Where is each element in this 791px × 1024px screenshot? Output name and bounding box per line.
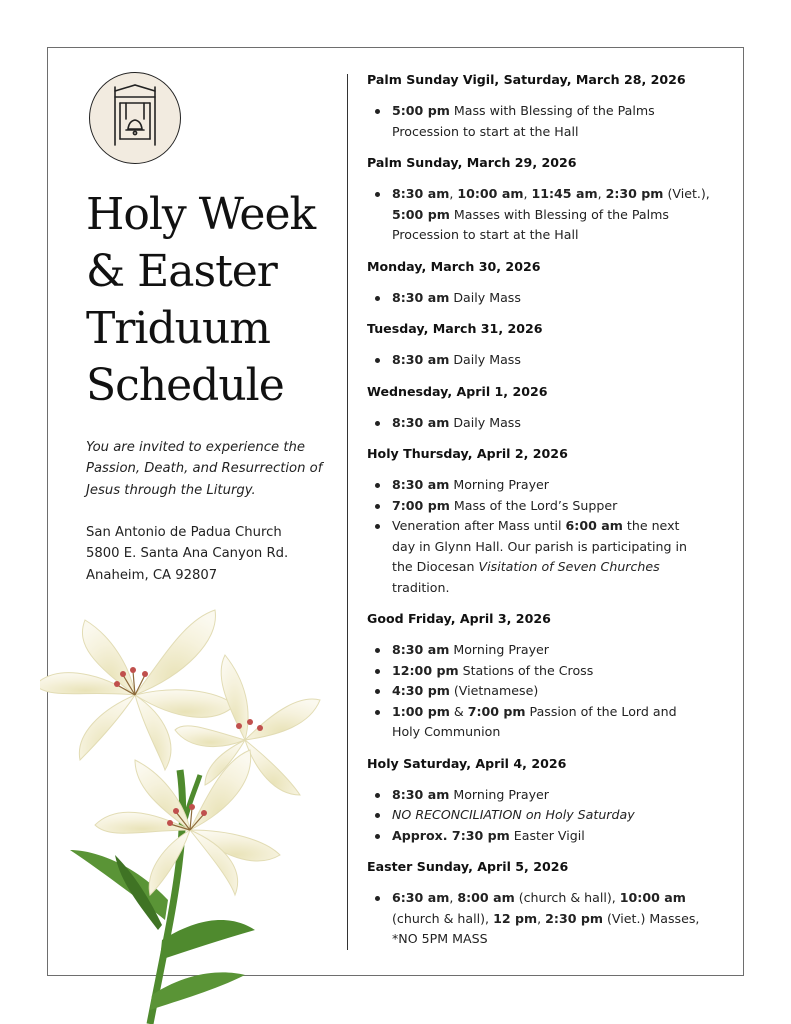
event-list bbox=[367, 184, 727, 246]
event-text: *NO 5PM MASS bbox=[392, 931, 488, 946]
event-item bbox=[367, 640, 727, 661]
day-heading: Tuesday, March 31, 2026 bbox=[367, 321, 543, 336]
event-time: 2:30 pm bbox=[605, 186, 664, 201]
schedule-day bbox=[367, 70, 727, 142]
event-text: Morning Prayer bbox=[449, 477, 549, 492]
event-list bbox=[367, 413, 727, 434]
event-list bbox=[367, 888, 727, 950]
event-list bbox=[367, 475, 727, 598]
event-item bbox=[367, 184, 727, 246]
schedule-day bbox=[367, 257, 727, 309]
event-text: Daily Mass bbox=[449, 414, 521, 430]
church-bell-tower-icon bbox=[89, 72, 181, 164]
event-time: 7:00 pm bbox=[467, 703, 526, 719]
schedule-day bbox=[367, 444, 727, 598]
event-time: 7:00 pm bbox=[392, 497, 450, 513]
event-text: Mass of the Lord’s Supper bbox=[449, 497, 618, 513]
event-time: 8:30 am bbox=[392, 289, 450, 305]
event-item bbox=[367, 516, 727, 598]
day-heading: Wednesday, April 1, 2026 bbox=[367, 383, 548, 399]
church-name: San Antonio de Padua Church bbox=[86, 525, 282, 540]
event-list bbox=[367, 288, 727, 309]
event-item bbox=[367, 702, 727, 743]
event-text: tradition. bbox=[392, 579, 450, 595]
event-time: 8:30 am bbox=[392, 352, 450, 367]
event-text: day in Glynn Hall. Our parish is participating in bbox=[392, 538, 687, 554]
day-heading: Holy Saturday, April 4, 2026 bbox=[367, 755, 567, 771]
event-text: Holy Communion bbox=[392, 724, 501, 739]
event-time: 12 pm bbox=[493, 910, 538, 926]
event-emphasis: Visitation of Seven Churches bbox=[478, 559, 660, 574]
event-text: Passion of the Lord and bbox=[525, 703, 677, 719]
event-item bbox=[367, 350, 727, 371]
invitation-text: You are invited to experience the Passion, Death, and Resurrection of Jesus through the Liturgy. bbox=[86, 440, 323, 498]
street-address: 5800 E. Santa Ana Canyon Rd. bbox=[86, 546, 289, 562]
event-text: the Diocesan bbox=[392, 559, 479, 574]
event-time: 5:00 pm bbox=[392, 206, 450, 222]
event-text: , bbox=[449, 186, 458, 201]
event-time: Approx. 7:30 pm bbox=[392, 827, 510, 843]
schedule-day bbox=[367, 754, 727, 847]
event-list bbox=[367, 785, 727, 847]
event-text: , bbox=[537, 910, 546, 926]
event-text: (Viet.) Masses, bbox=[603, 910, 700, 926]
event-text: Mass with Blessing of the Palms bbox=[449, 103, 655, 118]
schedule-list bbox=[367, 70, 727, 950]
schedule-day bbox=[367, 153, 727, 246]
day-heading: Holy Thursday, April 2, 2026 bbox=[367, 446, 568, 461]
title-line: Schedule bbox=[86, 360, 284, 411]
event-item bbox=[367, 826, 727, 847]
event-text: Easter Vigil bbox=[509, 827, 585, 843]
event-text: (Viet.), bbox=[663, 186, 710, 201]
day-heading: Monday, March 30, 2026 bbox=[367, 258, 541, 274]
event-time: 8:30 am bbox=[392, 414, 450, 430]
event-item bbox=[367, 101, 727, 142]
event-time: 6:00 am bbox=[565, 518, 623, 533]
city-state-zip: Anaheim, CA 92807 bbox=[86, 567, 218, 583]
event-time: 4:30 pm bbox=[392, 683, 450, 698]
event-text: Morning Prayer bbox=[449, 786, 549, 802]
event-list bbox=[367, 350, 727, 371]
event-time: 8:30 am bbox=[392, 642, 450, 657]
event-time: 10:00 am bbox=[457, 186, 524, 201]
event-text: the next bbox=[622, 518, 680, 533]
page-title bbox=[86, 186, 346, 414]
event-item bbox=[367, 805, 727, 826]
event-text: Procession to start at the Hall bbox=[392, 227, 579, 242]
event-text: (church & hall), bbox=[392, 910, 494, 926]
event-item bbox=[367, 413, 727, 434]
schedule-day bbox=[367, 319, 727, 371]
event-text: , bbox=[449, 890, 458, 905]
event-time: 11:45 am bbox=[531, 186, 598, 201]
event-item bbox=[367, 496, 727, 517]
title-line: Holy Week bbox=[86, 189, 316, 240]
event-emphasis: NO RECONCILIATION on Holy Saturday bbox=[392, 807, 635, 822]
title-line: & Easter bbox=[86, 246, 277, 297]
event-text: , bbox=[597, 186, 606, 201]
event-text: Veneration after Mass until bbox=[392, 518, 566, 533]
event-item bbox=[367, 661, 727, 682]
column-divider bbox=[347, 74, 348, 950]
schedule-day bbox=[367, 382, 727, 434]
day-heading: Palm Sunday Vigil, Saturday, March 28, 2026 bbox=[367, 72, 686, 87]
event-text: Daily Mass bbox=[449, 289, 521, 305]
event-time: 12:00 pm bbox=[392, 662, 459, 678]
event-text: & bbox=[449, 703, 468, 719]
title-line: Triduum bbox=[86, 303, 271, 354]
event-item bbox=[367, 888, 727, 950]
event-time: 2:30 pm bbox=[545, 910, 603, 926]
event-item bbox=[367, 288, 727, 309]
event-time: 8:00 am bbox=[457, 890, 515, 905]
event-time: 8:30 am bbox=[392, 186, 450, 201]
schedule-day bbox=[367, 609, 727, 743]
event-item bbox=[367, 785, 727, 806]
event-list bbox=[367, 640, 727, 743]
event-text: , bbox=[523, 186, 532, 201]
event-time: 8:30 am bbox=[392, 786, 450, 802]
event-time: 8:30 am bbox=[392, 477, 450, 492]
event-text: Stations of the Cross bbox=[458, 662, 594, 678]
event-text: Procession to start at the Hall bbox=[392, 123, 579, 139]
white-lily-illustration bbox=[40, 600, 330, 1024]
event-time: 10:00 am bbox=[619, 890, 686, 905]
day-heading: Easter Sunday, April 5, 2026 bbox=[367, 859, 569, 874]
event-time: 1:00 pm bbox=[392, 703, 450, 719]
event-text: Daily Mass bbox=[449, 352, 521, 367]
event-time: 6:30 am bbox=[392, 890, 450, 905]
event-text: Morning Prayer bbox=[449, 642, 549, 657]
event-item bbox=[367, 681, 727, 702]
day-heading: Palm Sunday, March 29, 2026 bbox=[367, 155, 577, 170]
event-item bbox=[367, 475, 727, 496]
day-heading: Good Friday, April 3, 2026 bbox=[367, 611, 551, 626]
church-address bbox=[86, 522, 336, 586]
schedule-day bbox=[367, 857, 727, 950]
event-time: 5:00 pm bbox=[392, 103, 450, 118]
event-text: (Vietnamese) bbox=[449, 683, 539, 698]
event-text: Masses with Blessing of the Palms bbox=[449, 206, 669, 222]
event-list bbox=[367, 101, 727, 142]
event-text: (church & hall), bbox=[514, 890, 620, 905]
